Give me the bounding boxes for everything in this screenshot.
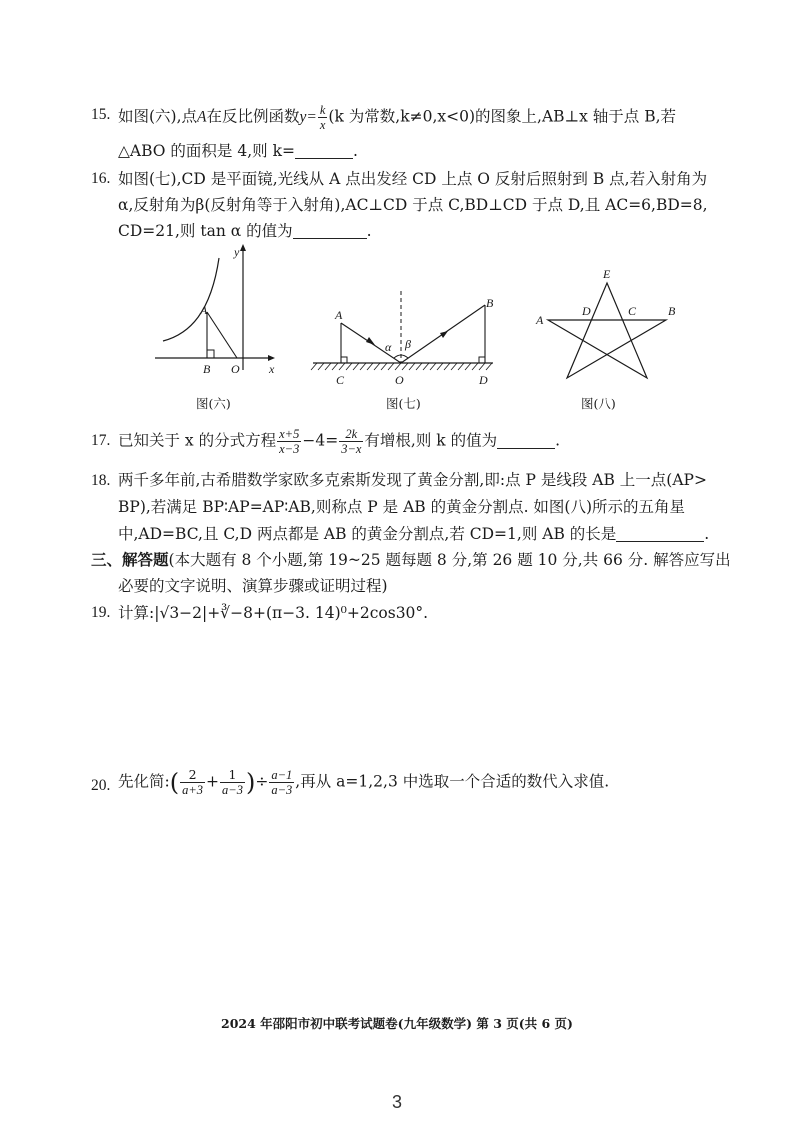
pentagram <box>548 283 666 378</box>
question-number-19: 19. <box>91 604 111 621</box>
label-b: B <box>203 362 211 376</box>
answer-blank-18[interactable] <box>616 525 704 542</box>
label-b: B <box>668 304 676 318</box>
answer-blank-15[interactable] <box>295 142 353 159</box>
caption-figure-8: 图(八) <box>581 396 616 411</box>
question-16-line-1: 如图(七),CD 是平面镜,光线从 A 点出发经 CD 上点 O 反射后照射到 B 点,若入射角为 <box>118 170 708 188</box>
question-20-line: 先化简:( $\frac{2}{a+3}$ + $\frac{1}{a-3}$ )÷ $\frac{a-1}{a-3}$ ,再从 a=1,2,3 中选取一个合适的数代入求值. <box>118 767 610 797</box>
figure-6 <box>145 242 285 382</box>
right-angle-c <box>341 357 347 363</box>
incident-arrow <box>366 337 375 345</box>
label-d: D <box>582 304 591 318</box>
question-18-line-1: 两千多年前,古希腊数学家欧多克索斯发现了黄金分割,即:点 P 是线段 AB 上一点(AP> <box>118 471 707 489</box>
fraction-x-plus-5: $\frac{x+5}{x-3}$ <box>279 427 300 456</box>
label-o: O <box>231 362 240 376</box>
question-18-line-2: BP),若满足 BP∶AP=AP∶AB,则称点 P 是 AB 的黄金分割点. 如图(八)所示的五角星 <box>118 498 686 516</box>
answer-blank-16[interactable] <box>293 222 367 239</box>
label-a: A <box>200 303 208 317</box>
label-d: D <box>479 373 488 387</box>
figure-8 <box>530 265 690 390</box>
label-c: C <box>336 373 345 387</box>
section-3-line-2: 必要的文字说明、演算步骤或证明过程) <box>118 577 388 595</box>
right-angle-mark <box>207 350 214 358</box>
answer-blank-17[interactable] <box>497 432 555 449</box>
mirror-hatching <box>311 363 492 370</box>
fraction-1-over-a-minus-3: $\frac{1}{a-3}$ <box>222 767 243 797</box>
question-19-line: 计算:|√3−2|+∛−8+(π−3. 14)⁰+2cos30°. <box>118 604 429 622</box>
question-number-15: 15. <box>91 106 111 123</box>
question-number-17: 17. <box>91 432 111 449</box>
question-18-line-3: 中,AD=BC,且 C,D 两点都是 AB 的黄金分割点,若 CD=1,则 AB 的长是 . <box>118 525 710 543</box>
fraction-k-over-x: $\frac{k}{x}$ <box>319 103 326 132</box>
fraction-a-minus-1: $\frac{a-1}{a-3}$ <box>271 768 293 797</box>
question-15-line-1: 如图(六),点A在反比例函数y= $\frac{k}{x}$ (k 为常数,k≠0,x<0)的图象上,AB⊥x 轴于点 B,若 <box>118 103 677 132</box>
question-16-line-2: α,反射角为β(反射角等于入射角),AC⊥CD 于点 C,BD⊥CD 于点 D,且 AC=6,BD=8, <box>118 196 708 214</box>
page-number: 3 <box>391 1092 402 1112</box>
section-3-title: 三、解答题 <box>91 550 169 569</box>
label-e: E <box>603 267 611 281</box>
label-c: C <box>628 304 637 318</box>
reflected-arrow <box>440 331 448 338</box>
label-b: B <box>486 296 494 310</box>
label-o: O <box>395 373 404 387</box>
hyperbola-curve <box>163 258 219 341</box>
caption-figure-7: 图(七) <box>386 396 421 411</box>
label-beta: β <box>405 337 411 351</box>
caption-figure-6: 图(六) <box>196 396 231 411</box>
segment-ao <box>207 312 237 358</box>
question-number-18: 18. <box>91 472 111 489</box>
question-17-line: 已知关于 x 的分式方程 $\frac{x+5}{x-3}$ −4= $\frac{2k}{3-x}$ 有增根,则 k 的值为 . <box>118 427 561 456</box>
label-y: y <box>234 245 240 259</box>
section-3-line-1: 三、解答题(本大题有 8 个小题,第 19~25 题每题 8 分,第 26 题 10 分,共 66 分. 解答应写出 <box>91 550 731 569</box>
fraction-2-over-a-plus-3: $\frac{2}{a+3}$ <box>182 767 204 797</box>
question-number-16: 16. <box>91 170 111 187</box>
label-x: x <box>269 362 275 376</box>
fraction-2k: $\frac{2k}{3-x}$ <box>341 427 362 456</box>
x-axis-arrow <box>268 355 275 361</box>
page-footer: 2024 年邵阳市初中联考试题卷(九年级数学) 第 3 页(共 6 页) <box>221 1016 573 1031</box>
question-16-line-3: CD=21,则 tan α 的值为 . <box>118 222 372 240</box>
question-15-line-2: △ABO 的面积是 4,则 k= . <box>118 142 358 160</box>
question-number-20: 20. <box>91 777 111 794</box>
label-a: A <box>335 308 343 322</box>
figure-7 <box>305 285 505 390</box>
label-alpha: α <box>385 340 392 354</box>
y-axis-arrow <box>240 244 246 251</box>
label-a: A <box>536 313 544 327</box>
